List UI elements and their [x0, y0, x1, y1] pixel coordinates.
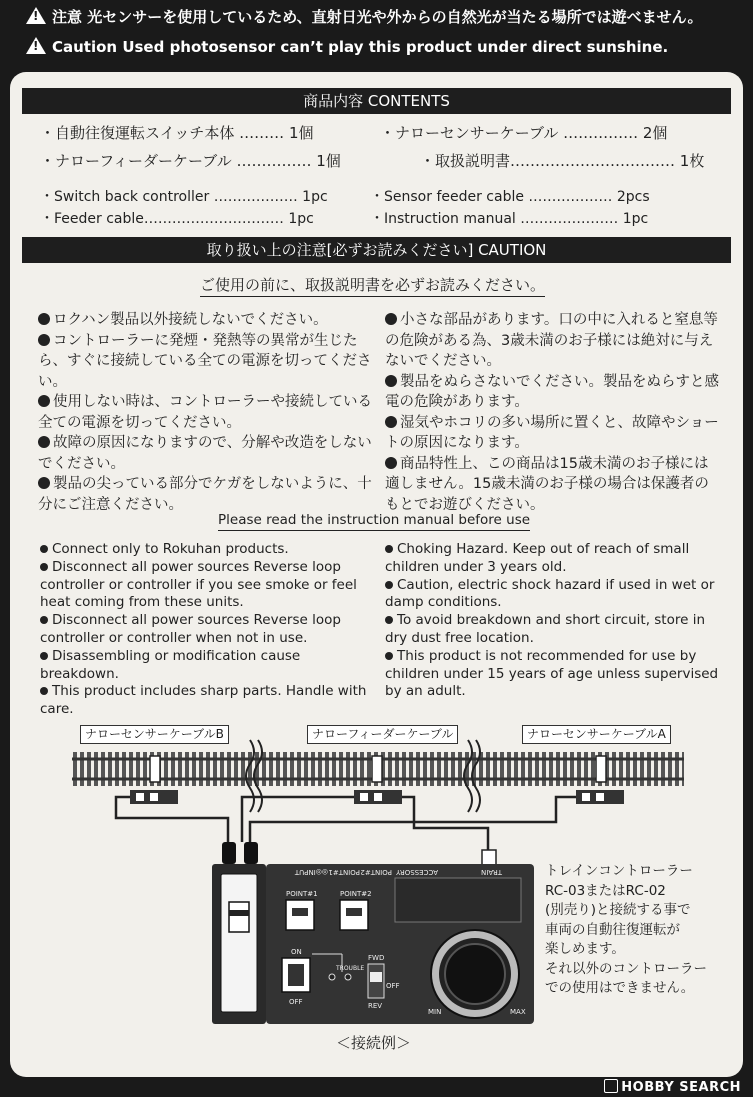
on-label: ON	[291, 948, 302, 956]
label-feeder-cable: ナローフィーダーケーブル	[307, 725, 458, 744]
bullet-icon	[385, 616, 393, 624]
bullet-icon	[38, 334, 50, 346]
bullet-icon	[38, 436, 50, 448]
caution-jp-heading: ご使用の前に、取扱説明書を必ずお読みください。	[200, 274, 545, 295]
caution-jp-right-1: 小さな部品があります。口の中に入れると窒息等の危険がある為、3歳未満のお子様には絶対に与えないでください。	[385, 312, 718, 369]
trouble-label: TROUBLE	[336, 965, 365, 972]
bullet-icon	[385, 545, 393, 553]
max-label: MAX	[510, 1008, 526, 1016]
controller-note: トレインコントローラー RC-03またはRC-02 (別売り)と接続する事で 車両の自動往復運転が 楽しめます。 それ以外のコントローラー での使用はできません。	[545, 863, 707, 996]
label-sensor-cable-a: ナローセンサーケーブルA	[522, 725, 671, 744]
warning-banner	[0, 0, 753, 72]
bullet-icon	[40, 652, 48, 660]
contents-header: 商品内容 CONTENTS	[22, 88, 731, 114]
caution-en-left-5: This product includes sharp parts. Handle with care.	[40, 683, 367, 718]
min-label: MIN	[428, 1008, 442, 1016]
bullet-icon	[40, 545, 48, 553]
rev-label: REV	[368, 1002, 383, 1010]
watermark: HOBBY SEARCH	[604, 1079, 741, 1095]
bullet-icon	[38, 395, 50, 407]
caution-jp-left-2: コントローラーに発煙・発熱等の異常が生じたら、すぐに接続している全ての電源を切ってください。	[38, 332, 372, 390]
caution-en-left-4: Disassembling or modification cause breakdown.	[40, 647, 301, 682]
content-item-en-1: ・Switch back controller ……………… 1pc	[40, 189, 328, 205]
instruction-card	[10, 72, 743, 1077]
warning-icon	[26, 7, 46, 24]
caution-en-right-1: Choking Hazard. Keep out of reach of small children under 3 years old.	[385, 541, 690, 575]
content-item-en-2: ・Sensor feeder cable ……………… 2pcs	[370, 189, 650, 205]
caution-en-heading: Please read the instruction manual before use	[218, 512, 530, 528]
port-accessory-label: ACCESSORY	[396, 868, 438, 876]
caution-jp-right-3: 湿気やホコリの多い場所に置くと、故障やショートの原因になります。	[385, 414, 719, 451]
label-sensor-cable-b: ナローセンサーケーブルB	[80, 725, 229, 744]
caution-jp-left-4: 故障の原因になりますので、分解や改造をしないでください。	[38, 435, 372, 472]
caution-jp-left-3: 使用しない時は、コントローラーや接続している全ての電源を切ってください。	[38, 394, 372, 431]
bullet-icon	[385, 375, 397, 387]
caution-jp-right-2: 製品をぬらさないでください。製品をぬらすと感電の危険があります。	[385, 373, 719, 410]
bullet-icon	[385, 457, 397, 469]
port-point2-label: POINT#2	[360, 868, 392, 876]
cable-connectors	[130, 790, 624, 804]
caution-en-right-3: To avoid breakdown and short circuit, store in dry dust free location.	[385, 612, 706, 646]
diagram-caption: ＜接続例＞	[336, 1034, 412, 1052]
caution-en-left-3: Disconnect all power sources Reverse loop controller or controller when not in use.	[40, 612, 341, 646]
caution-jp-left-5: 製品の尖っている部分でケガをしないように、十分にご注意ください。	[38, 476, 372, 513]
bullet-icon	[38, 313, 50, 325]
bullet-icon	[385, 313, 397, 325]
caution-en-right	[385, 541, 720, 701]
content-item-jp-3: ・ナローフィーダーケーブル …………… 1個	[40, 152, 341, 170]
warning-jp: !注意 光センサーを使用しているため、直射日光や外からの自然光が当たる場所では遊べません。	[26, 6, 703, 27]
caution-en-left-2: Disconnect all power sources Reverse loop controller or controller if you see smoke or feel heat coming from these units.	[40, 558, 357, 611]
bullet-icon	[385, 652, 393, 660]
fwd-label: FWD	[368, 954, 385, 962]
caution-jp-right-4: 商品特性上、この商品は15歳未満のお子様には適しません。15歳未満のお子様の場合は保護者のもとでお遊びください。	[385, 455, 709, 513]
port-train-label: TRAIN	[481, 868, 502, 876]
caution-en-left	[40, 541, 370, 719]
switchback-controller-unit	[212, 864, 266, 1024]
warning-icon	[26, 37, 46, 54]
cables	[116, 797, 576, 852]
bullet-icon	[385, 581, 393, 589]
bullet-icon	[38, 477, 50, 489]
port-point1-label: POINT#1	[328, 868, 360, 876]
content-item-jp-4: ・取扱説明書…………………………… 1枚	[420, 152, 705, 170]
bullet-icon	[40, 563, 48, 571]
hobby-search-logo-icon	[604, 1079, 618, 1093]
content-item-en-4: ・Instruction manual ………………… 1pc	[370, 211, 649, 227]
content-item-jp-2: ・ナローセンサーケーブル …………… 2個	[380, 124, 668, 142]
content-item-en-3: ・Feeder cable………………………… 1pc	[40, 211, 314, 227]
train-controller-rc	[266, 864, 534, 1024]
off-switch-label: OFF	[386, 982, 400, 990]
content-item-jp-1: ・自動往復運転スイッチ本体 ……… 1個	[40, 124, 314, 142]
caution-jp-left	[38, 310, 378, 515]
caution-en-left-1: Connect only to Rokuhan products.	[40, 541, 370, 559]
caution-header: 取り扱い上の注意[必ずお読みください] CAUTION	[22, 237, 731, 263]
bullet-icon	[40, 687, 48, 695]
off-label: OFF	[289, 998, 303, 1006]
warning-en: !Caution Used photosensor can’t play this product under direct sunshine.	[26, 37, 668, 56]
cable-plugs	[222, 842, 496, 866]
bullet-icon	[385, 416, 397, 428]
caution-jp-right	[385, 310, 720, 515]
caution-en-right-4: This product is not recommended for use by children under 15 years of age unless supervised by an adult.	[385, 647, 719, 700]
point1-label: POINT#1	[286, 890, 318, 898]
port-input-label: ◎◎INPUT	[294, 868, 328, 876]
caution-jp-left-1: ロクハン製品以外接続しないでください。	[38, 310, 378, 331]
bullet-icon	[40, 616, 48, 624]
point2-label: POINT#2	[340, 890, 372, 898]
caution-en-right-2: Caution, electric shock hazard if used in wet or damp conditions.	[385, 576, 715, 611]
